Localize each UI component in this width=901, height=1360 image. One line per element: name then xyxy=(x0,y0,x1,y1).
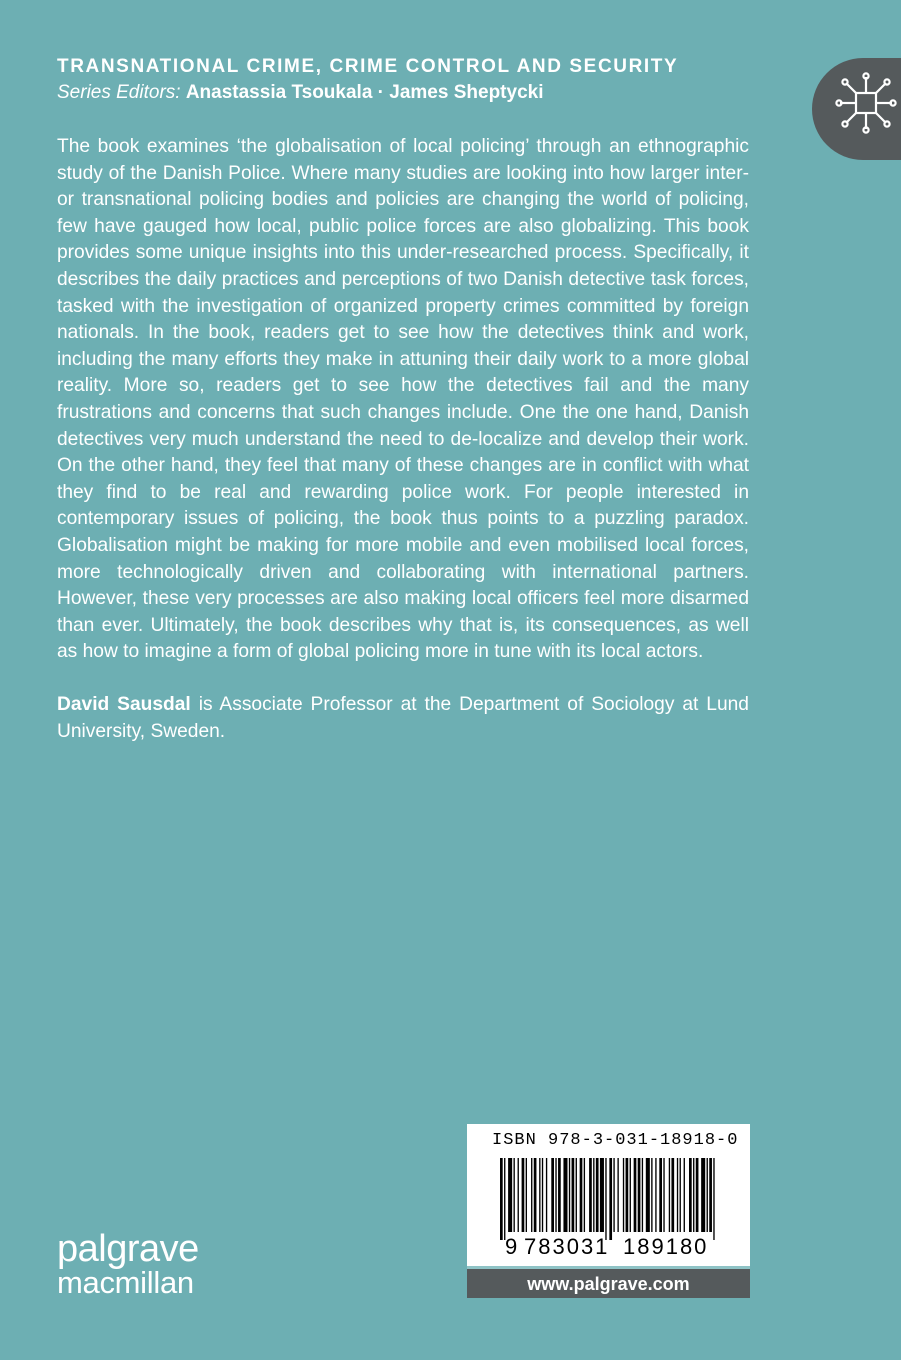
barcode-bar xyxy=(663,1158,664,1232)
barcode-digits-right: 189180 xyxy=(623,1234,709,1259)
barcode-bar xyxy=(531,1158,532,1232)
barcode-bar xyxy=(696,1158,699,1232)
barcode-box xyxy=(467,1124,750,1266)
palgrave-badge xyxy=(812,58,901,160)
barcode-first-digit: 9 xyxy=(505,1234,518,1259)
barcode-bar xyxy=(646,1158,650,1232)
barcode-bar xyxy=(630,1158,631,1232)
barcode-bar xyxy=(684,1158,685,1232)
publisher-logo-line1: palgrave xyxy=(57,1228,199,1270)
barcode-bar xyxy=(500,1158,503,1240)
barcode-bar xyxy=(634,1158,637,1232)
barcode-bar xyxy=(589,1158,592,1232)
barcode-bar xyxy=(596,1158,599,1232)
barcode-bar xyxy=(526,1158,527,1232)
barcode-bar xyxy=(534,1158,537,1232)
barcode-bar xyxy=(689,1158,692,1232)
series-title: TRANSNATIONAL CRIME, CRIME CONTROL AND SECURITY xyxy=(57,56,679,77)
publisher-logo xyxy=(57,1228,199,1300)
barcode-bar xyxy=(655,1158,656,1232)
publisher-logo-line2: macmillan xyxy=(57,1265,194,1300)
barcode-bar xyxy=(584,1158,585,1232)
barcode-bar xyxy=(508,1158,512,1232)
barcode-bar xyxy=(600,1158,604,1232)
barcode-bar xyxy=(522,1158,525,1232)
barcode-bar xyxy=(504,1158,505,1240)
palgrave-network-icon xyxy=(834,71,898,135)
barcode-bar xyxy=(671,1158,674,1232)
barcode-bar xyxy=(546,1158,547,1232)
series-editors-label: Series Editors: xyxy=(57,82,181,103)
barcode-bar xyxy=(713,1158,714,1240)
barcode-bar xyxy=(569,1158,570,1232)
barcode-bar xyxy=(669,1158,670,1232)
book-description: The book examines ‘the globalisation of local policing’ through an ethnographic study of the Danish Police. Where many studies are looking into how larger inter- or transnational policing bodies and policies are changing the world of policing, few have gauged how local, public police forces are also globalizing. This book provides some unique insights into this under-researched process. Specifically, it describes the daily practices and perceptions of two Danish detective task forces, tasked with the investigation of organized property crimes committed by foreign nationals. In the book, readers get to see how the detectives think and work, including the many efforts they make in attuning their daily work to a more global reality. More so, readers get to see how the detectives fail and the many frustrations and concerns that such changes include. One the one hand, Danish detectives very much understand the need to de-localize and develop their work. On the other hand, they feel that many of these changes are in conflict with what they find to be real and rewarding police work. For people interested in contemporary issues of policing, the book thus points to a puzzling paradox. Globalisation might be making for more mobile and even mobilised local forces, more technologically driven and collaborating with international partners. However, these very processes are also making local officers feel more disarmed than ever. Ultimately, the book describes why that is, its consequences, as well as how to imagine a form of global policing more in tune with its local actors. xyxy=(57,136,749,663)
series-editors xyxy=(57,82,543,104)
barcode-bar xyxy=(623,1158,624,1232)
series-editors-names: Anastassia Tsoukala · James Sheptycki xyxy=(185,82,544,103)
barcode-digits-left: 783031 xyxy=(524,1234,610,1259)
barcode-bar xyxy=(593,1158,594,1232)
barcode-bar xyxy=(617,1158,618,1232)
barcode-bar xyxy=(642,1158,643,1232)
barcode-bar xyxy=(651,1158,652,1232)
barcode-bar xyxy=(677,1158,678,1232)
barcode-bar xyxy=(638,1158,641,1232)
barcode-bar xyxy=(563,1158,567,1232)
barcode-bar xyxy=(680,1158,681,1232)
barcode-bar xyxy=(572,1158,575,1232)
author-bio-text: is Associate Professor at the Department of Sociology at Lund University, Sweden. xyxy=(57,694,749,742)
isbn-label: ISBN 978-3-031-18918-0 xyxy=(492,1131,739,1150)
barcode-bar xyxy=(701,1158,705,1232)
barcode-bar xyxy=(613,1158,614,1232)
barcode-bar xyxy=(659,1158,662,1232)
author-name: David Sausdal xyxy=(57,694,191,715)
publisher-url[interactable]: www.palgrave.com xyxy=(467,1266,750,1298)
barcode-bar xyxy=(580,1158,583,1232)
author-bio xyxy=(57,692,749,745)
barcode-bar xyxy=(542,1158,543,1232)
barcode-bar xyxy=(693,1158,694,1232)
barcode-bar xyxy=(539,1158,540,1232)
barcode-bar xyxy=(514,1158,515,1232)
barcode-bar xyxy=(626,1158,629,1232)
barcode-bar xyxy=(605,1158,606,1240)
barcode-bar xyxy=(576,1158,577,1232)
barcode-bar xyxy=(555,1158,556,1232)
barcode-bar xyxy=(707,1158,708,1232)
barcode-bar xyxy=(709,1158,712,1232)
barcode-bar xyxy=(551,1158,554,1232)
barcode-bar xyxy=(609,1158,612,1240)
barcode-bar xyxy=(518,1158,519,1232)
barcode-bar xyxy=(558,1158,561,1232)
